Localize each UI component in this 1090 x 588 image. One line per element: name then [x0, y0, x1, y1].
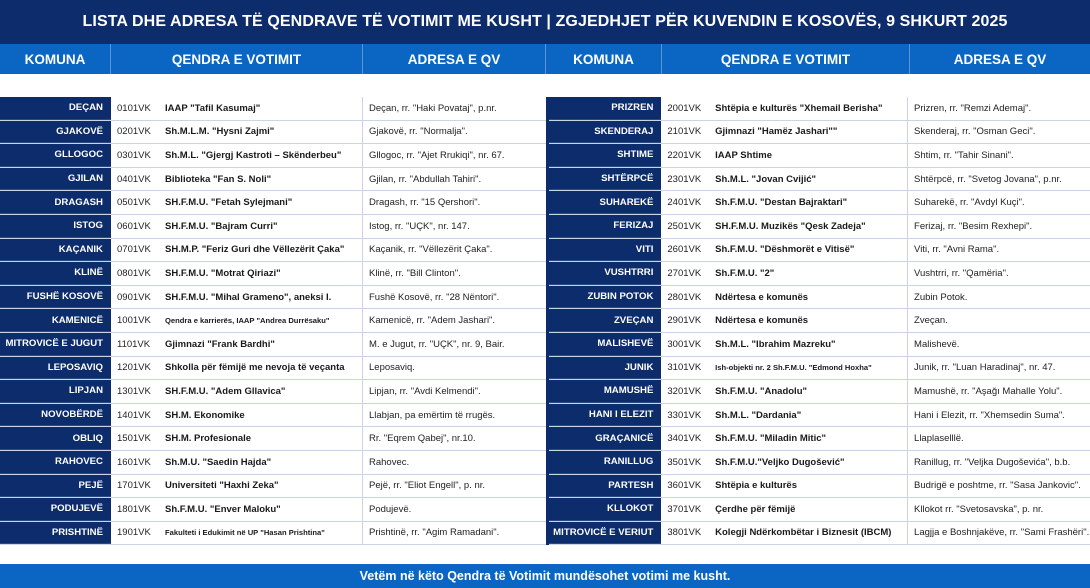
table-row — [549, 286, 1090, 310]
code-cell: 0601VK — [117, 220, 151, 232]
table-row — [0, 168, 546, 192]
code-cell: 2301VK — [667, 173, 702, 185]
polling-center-cell: SH.F.M.U. Muzikës "Qesk Zadeja" — [711, 215, 908, 238]
polling-center-cell: SH.M.P. "Feriz Guri dhe Vëllezërit Çaka" — [161, 239, 363, 262]
table-row — [549, 121, 1090, 145]
code-cell: 1101VK — [117, 338, 151, 350]
table-row — [549, 191, 1090, 215]
polling-center-cell: SH.F.M.U. "Adem Gllavica" — [161, 380, 363, 403]
code-cell: 0801VK — [117, 267, 151, 279]
polling-center-cell: SH.F.M.U. "Motrat Qiriazi" — [161, 262, 363, 285]
polling-center-cell: Sh.M.L. "Jovan Cvijić" — [711, 168, 908, 191]
code-cell: 0401VK — [117, 173, 151, 185]
polling-center-cell: Shkolla për fëmijë me nevoja të veçanta — [161, 357, 363, 380]
komuna-cell: SKENDERAJ — [549, 121, 661, 144]
address-cell: Gllogoc, rr. "Ajet Rrukiqi", nr. 67. — [369, 149, 505, 161]
code-cell: 1401VK — [117, 409, 151, 421]
address-cell: Junik, rr. "Luan Haradinaj", nr. 47. — [914, 362, 1056, 374]
table-row — [549, 522, 1090, 546]
table-row — [0, 380, 546, 404]
polling-center-cell: SH.F.M.U. "Bajram Curri" — [161, 215, 363, 238]
komuna-cell: KLLOKOT — [549, 498, 661, 521]
komuna-cell: HANI I ELEZIT — [549, 404, 661, 427]
address-cell: Ferizaj, rr. "Besim Rexhepi". — [914, 220, 1033, 232]
table-row — [549, 168, 1090, 192]
komuna-cell: PODUJEVË — [0, 498, 111, 521]
code-cell: 3601VK — [667, 480, 702, 492]
address-cell: Hani i Elezit, rr. "Xhemsedin Suma". — [914, 409, 1065, 421]
address-cell: Suharekë, rr. "Avdyl Kuçi". — [914, 197, 1025, 209]
komuna-cell: MAMUSHË — [549, 380, 661, 403]
komuna-cell: LEPOSAVIQ — [0, 357, 111, 380]
code-cell: 0101VK — [117, 102, 151, 114]
address-cell: Rr. "Eqrem Qabej", nr.10. — [369, 433, 476, 445]
table-row — [0, 144, 546, 168]
polling-center-cell: Shtëpia e kulturës "Xhemail Berisha" — [711, 97, 908, 120]
komuna-cell: KAÇANIK — [0, 239, 111, 262]
header-adresa: ADRESA E QV — [363, 44, 546, 74]
polling-center-cell: Ndërtesa e komunës — [711, 286, 908, 309]
code-cell: 2501VK — [667, 220, 702, 232]
polling-center-cell: Sh.F.M.U."Veljko Dugošević" — [711, 451, 908, 474]
table-row — [0, 286, 546, 310]
table-row — [0, 475, 546, 499]
address-cell: Vushtrri, rr. "Qamëria". — [914, 267, 1009, 279]
polling-center-cell: Sh.M.L.M. "Hysni Zajmi" — [161, 121, 363, 144]
polling-centers-table — [0, 97, 1090, 545]
komuna-cell: ZUBIN POTOK — [549, 286, 661, 309]
header-qendra: QENDRA E VOTIMIT — [111, 44, 363, 74]
address-cell: Zubin Potok. — [914, 291, 968, 303]
code-cell: 3401VK — [667, 433, 702, 445]
komuna-cell: MITROVICË E VERIUT — [549, 522, 661, 545]
komuna-cell: DRAGASH — [0, 191, 111, 214]
table-row — [0, 404, 546, 428]
code-cell: 2701VK — [667, 267, 702, 279]
komuna-cell: KAMENICË — [0, 309, 111, 332]
table-row — [0, 451, 546, 475]
code-cell: 0701VK — [117, 244, 151, 256]
code-cell: 1201VK — [117, 362, 151, 374]
komuna-cell: OBLIQ — [0, 427, 111, 450]
polling-center-cell: Biblioteka "Fan S. Noli" — [161, 168, 363, 191]
table-row — [0, 498, 546, 522]
table-row — [0, 357, 546, 381]
komuna-cell: SUHAREKË — [549, 191, 661, 214]
code-cell: 2901VK — [667, 315, 702, 327]
code-cell: 2001VK — [667, 102, 702, 114]
polling-center-cell: IAAP Shtime — [711, 144, 908, 167]
komuna-cell: GRAÇANICË — [549, 427, 661, 450]
komuna-cell: SHTËRPCË — [549, 168, 661, 191]
address-cell: Kllokot rr. "Svetosavska", p. nr. — [914, 503, 1044, 515]
address-cell: Pejë, rr. "Eliot Engell", p. nr. — [369, 480, 486, 492]
polling-center-cell: Sh.M.L. "Dardania" — [711, 404, 908, 427]
komuna-cell: GJAKOVË — [0, 121, 111, 144]
table-right-half — [546, 97, 1090, 545]
polling-center-cell: Sh.F.M.U. "Destan Bajraktari" — [711, 191, 908, 214]
code-cell: 3801VK — [667, 527, 702, 539]
polling-center-cell: Kolegji Ndërkombëtar i Biznesit (IBCM) — [711, 522, 908, 545]
polling-center-cell: Ndërtesa e komunës — [711, 309, 908, 332]
address-cell: Shtim, rr. "Tahir Sinani". — [914, 149, 1014, 161]
table-row — [0, 262, 546, 286]
table-row — [549, 215, 1090, 239]
code-cell: 3101VK — [667, 362, 702, 374]
address-cell: Kamenicë, rr. "Adem Jashari". — [369, 315, 496, 327]
address-cell: Lagjja e Boshnjakëve, rr. "Sami Frashëri". — [914, 527, 1090, 539]
komuna-cell: PARTESH — [549, 475, 661, 498]
komuna-cell: VITI — [549, 239, 661, 262]
table-row — [549, 357, 1090, 381]
column-header-row — [0, 44, 1090, 74]
table-row — [549, 475, 1090, 499]
table-row — [549, 333, 1090, 357]
address-cell: Lipjan, rr. "Avdi Kelmendi". — [369, 385, 481, 397]
code-cell: 1601VK — [117, 456, 151, 468]
komuna-cell: ZVEÇAN — [549, 309, 661, 332]
address-cell: Prizren, rr. "Remzi Ademaj". — [914, 102, 1032, 114]
komuna-cell: ISTOG — [0, 215, 111, 238]
code-cell: 1901VK — [117, 527, 151, 539]
komuna-cell: JUNIK — [549, 357, 661, 380]
address-cell: Skenderaj, rr. "Osman Geci". — [914, 126, 1036, 138]
polling-center-cell: SH.F.M.U. "Fetah Sylejmani" — [161, 191, 363, 214]
code-cell: 3001VK — [667, 338, 702, 350]
table-row — [549, 97, 1090, 121]
page-title: LISTA DHE ADRESA TË QENDRAVE TË VOTIMIT ME KUSHT | ZGJEDHJET PËR KUVENDIN E KOSOVËS, 9 SHKURT 2025 — [0, 0, 1090, 44]
table-left-half — [0, 97, 546, 545]
polling-center-cell: Universiteti "Haxhi Zeka" — [161, 475, 363, 498]
polling-center-cell: Sh.M.U. "Saedin Hajda" — [161, 451, 363, 474]
code-cell: 1801VK — [117, 503, 151, 515]
komuna-cell: RANILLUG — [549, 451, 661, 474]
code-cell: 2401VK — [667, 197, 702, 209]
polling-center-cell: SH.M. Profesionale — [161, 427, 363, 450]
address-cell: Malishevë. — [914, 338, 960, 350]
address-cell: Mamushë, rr. "Aşağı Mahalle Yolu". — [914, 385, 1063, 397]
table-row — [549, 262, 1090, 286]
table-row — [0, 121, 546, 145]
komuna-cell: NOVOBËRDË — [0, 404, 111, 427]
polling-center-cell: Sh.F.M.U. "2" — [711, 262, 908, 285]
code-cell: 2801VK — [667, 291, 702, 303]
polling-center-cell: SH.M. Ekonomike — [161, 404, 363, 427]
address-cell: Viti, rr. "Avni Rama". — [914, 244, 1000, 256]
code-cell: 0201VK — [117, 126, 151, 138]
komuna-cell: LIPJAN — [0, 380, 111, 403]
table-row — [0, 191, 546, 215]
polling-center-cell: Gjimnazi "Hamëz Jashari"" — [711, 121, 908, 144]
table-row — [549, 498, 1090, 522]
komuna-cell: GLLOGOC — [0, 144, 111, 167]
table-row — [549, 144, 1090, 168]
komuna-cell: VUSHTRRI — [549, 262, 661, 285]
code-cell: 3201VK — [667, 385, 702, 397]
table-row — [549, 309, 1090, 333]
address-cell: Gjilan, rr. "Abdullah Tahiri". — [369, 173, 482, 185]
polling-center-cell: SH.F.M.U. "Mihal Grameno", aneksi I. — [161, 286, 363, 309]
address-cell: Dragash, rr. "15 Qershori". — [369, 197, 481, 209]
table-row — [0, 309, 546, 333]
code-cell: 1501VK — [117, 433, 151, 445]
polling-center-cell: Sh.F.M.U. "Dëshmorët e Vitisë" — [711, 239, 908, 262]
table-row — [0, 97, 546, 121]
address-cell: Zveçan. — [914, 315, 948, 327]
code-cell: 0501VK — [117, 197, 151, 209]
address-cell: Llaplaselllë. — [914, 433, 964, 445]
komuna-cell: SHTIME — [549, 144, 661, 167]
polling-center-cell: Sh.M.L. "Gjergj Kastroti – Skënderbeu" — [161, 144, 363, 167]
polling-center-cell: Sh.F.M.U. "Anadolu" — [711, 380, 908, 403]
komuna-cell: RAHOVEC — [0, 451, 111, 474]
code-cell: 0301VK — [117, 149, 151, 161]
header-komuna-right: KOMUNA — [546, 44, 662, 74]
code-cell: 1701VK — [117, 480, 151, 492]
polling-center-cell: Sh.F.M.U. "Miladin Mitic" — [711, 427, 908, 450]
polling-center-cell: Gjimnazi "Frank Bardhi" — [161, 333, 363, 356]
address-cell: Gjakovë, rr. "Normalja". — [369, 126, 468, 138]
polling-center-cell: Sh.F.M.U. "Enver Maloku" — [161, 498, 363, 521]
komuna-cell: GJILAN — [0, 168, 111, 191]
address-cell: Leposaviq. — [369, 362, 415, 374]
komuna-cell: DEÇAN — [0, 97, 111, 120]
address-cell: Rahovec. — [369, 456, 410, 468]
komuna-cell: PRISHTINË — [0, 522, 111, 545]
code-cell: 1301VK — [117, 385, 151, 397]
footer-note: Vetëm në këto Qendra të Votimit mundësohet votimi me kusht. — [0, 564, 1090, 588]
address-cell: Fushë Kosovë, rr. "28 Nëntori". — [369, 291, 500, 303]
address-cell: Istog, rr. "UÇK", nr. 147. — [369, 220, 470, 232]
table-row — [549, 239, 1090, 263]
code-cell: 3301VK — [667, 409, 702, 421]
polling-center-cell: Sh.M.L. "Ibrahim Mazreku" — [711, 333, 908, 356]
address-cell: Podujevë. — [369, 503, 412, 515]
table-row — [0, 215, 546, 239]
table-row — [0, 427, 546, 451]
komuna-cell: MITROVICË E JUGUT — [0, 333, 111, 356]
address-cell: Klinë, rr. "Bill Clinton". — [369, 267, 461, 279]
polling-center-cell: Qendra e karrierës, IAAP "Andrea Durrësaku" — [161, 309, 363, 332]
header-qendra-right: QENDRA E VOTIMIT — [662, 44, 910, 74]
komuna-cell: PEJË — [0, 475, 111, 498]
code-cell: 2101VK — [667, 126, 702, 138]
komuna-cell: MALISHEVË — [549, 333, 661, 356]
table-row — [549, 427, 1090, 451]
code-cell: 3501VK — [667, 456, 702, 468]
table-row — [0, 333, 546, 357]
code-cell: 2601VK — [667, 244, 702, 256]
table-row — [549, 380, 1090, 404]
polling-center-cell: Shtëpia e kulturës — [711, 475, 908, 498]
header-adresa-right: ADRESA E QV — [953, 51, 1047, 67]
address-cell: Ranillug, rr. "Veljka Dugoševića", b.b. — [914, 456, 1071, 468]
address-cell: Shtërpcë, rr. "Svetog Jovana", p.nr. — [914, 173, 1062, 185]
code-cell: 1001VK — [117, 315, 151, 327]
polling-center-cell: Çerdhe për fëmijë — [711, 498, 908, 521]
komuna-cell: KLINË — [0, 262, 111, 285]
komuna-cell: FERIZAJ — [549, 215, 661, 238]
table-row — [0, 239, 546, 263]
komuna-cell: FUSHË KOSOVË — [0, 286, 111, 309]
polling-center-cell: Fakulteti i Edukimit në UP "Hasan Prishtina" — [161, 522, 363, 545]
address-cell: Deçan, rr. "Haki Povataj", p.nr. — [369, 102, 497, 114]
table-row — [549, 404, 1090, 428]
komuna-cell: PRIZREN — [549, 97, 661, 120]
polling-center-cell: IAAP "Tafil Kasumaj" — [161, 97, 363, 120]
code-cell: 0901VK — [117, 291, 151, 303]
polling-center-cell: Ish-objekti nr. 2 Sh.F.M.U. "Edmond Hoxha" — [711, 357, 908, 380]
address-cell: Kaçanik, rr. "Vëllezërit Çaka". — [369, 244, 493, 256]
table-row — [549, 451, 1090, 475]
header-komuna: KOMUNA — [0, 44, 111, 74]
code-cell: 3701VK — [667, 503, 702, 515]
table-row — [0, 522, 546, 546]
address-cell: Llabjan, pa emërtim të rrugës. — [369, 409, 496, 421]
address-cell: M. e Jugut, rr. "UÇK", nr. 9, Bair. — [369, 338, 505, 350]
address-cell: Budrigë e poshtme, rr. "Sasa Jankovic". — [914, 480, 1081, 492]
address-cell: Prishtinë, rr. "Agim Ramadani". — [369, 527, 500, 539]
code-cell: 2201VK — [667, 149, 702, 161]
